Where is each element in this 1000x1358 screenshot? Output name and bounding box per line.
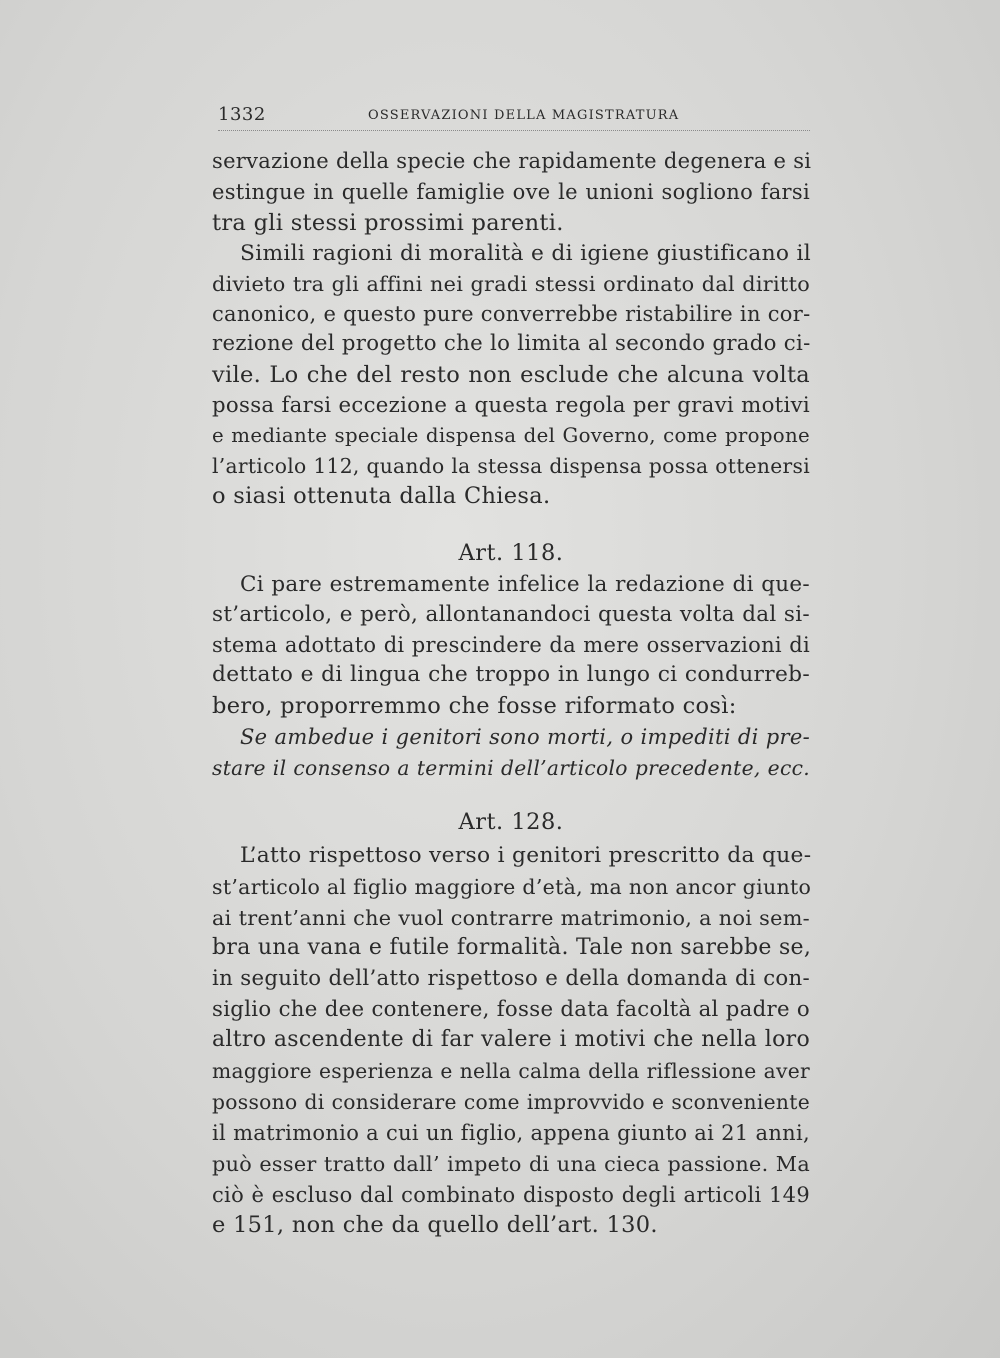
text-line: servazione della specie che rapidamente degenera e si [212, 149, 812, 173]
text-line: tra gli stessi prossimi parenti. [212, 210, 564, 236]
text-line: e mediante speciale dispensa del Governo, come propone [212, 424, 810, 447]
section-heading: Art. 118. [458, 540, 564, 566]
text-line: L’atto rispettoso verso i genitori prescritto da que- [240, 843, 812, 868]
text-line: bra una vana e futile formalità. Tale non sarebbe se, [212, 935, 812, 960]
text-line: siglio che dee contenere, fosse data facoltà al padre o [212, 997, 810, 1022]
text-line: st’articolo al figlio maggiore d’età, ma non ancor giunto [212, 875, 812, 899]
text-line: stema adottato di prescindere da mere osservazioni di [212, 633, 810, 657]
text-line: vile. Lo che del resto non esclude che alcuna volta [212, 362, 810, 388]
text-line: il matrimonio a cui un figlio, appena giunto ai 21 anni, [212, 1121, 810, 1145]
page-number: 1332 [218, 104, 266, 125]
text-line: altro ascendente di far valere i motivi che nella loro [212, 1027, 810, 1052]
text-line: ai trent’anni che vuol contrarre matrimonio, a noi sem- [212, 906, 810, 930]
running-head: OSSERVAZIONI DELLA MAGISTRATURA [368, 108, 680, 123]
section-heading: Art. 128. [458, 809, 564, 835]
text-line: dettato e di lingua che troppo in lungo ci condurreb- [212, 662, 810, 687]
italic-line: stare il consenso a termini dell’articolo precedente, ecc. [212, 756, 810, 780]
text-line: possa farsi eccezione a questa regola per gravi motivi [212, 393, 810, 418]
text-line: rezione del progetto che lo limita al secondo grado ci- [212, 331, 811, 356]
text-line: e 151, non che da quello dell’art. 130. [212, 1212, 658, 1238]
italic-line: Se ambedue i genitori sono morti, o impediti di pre- [240, 725, 810, 749]
text-line: possono di considerare come improvvido e sconveniente [212, 1090, 810, 1114]
text-line: canonico, e questo pure converrebbe ristabilire in cor- [212, 302, 811, 326]
text-line: l’articolo 112, quando la stessa dispensa possa ottenersi [212, 454, 810, 478]
text-line: st’articolo, e però, allontanandoci questa volta dal si- [212, 602, 810, 627]
text-line: bero, proporremmo che fosse riformato così: [212, 693, 737, 719]
text-line: in seguito dell’atto rispettoso e della domanda di con- [212, 966, 810, 991]
text-line: o siasi ottenuta dalla Chiesa. [212, 483, 551, 509]
text-line: ciò è escluso dal combinato disposto degli articoli 149 [212, 1183, 810, 1207]
text-line: Ci pare estremamente infelice la redazione di que- [240, 572, 810, 597]
text-line: estingue in quelle famiglie ove le unioni sogliono farsi [212, 180, 810, 204]
page-header [218, 104, 810, 131]
text-line: Simili ragioni di moralità e di igiene giustificano il [240, 241, 811, 266]
text-line: divieto tra gli affini nei gradi stessi ordinato dal diritto [212, 272, 810, 296]
text-line: maggiore esperienza e nella calma della riflessione aver [212, 1059, 810, 1083]
text-line: può esser tratto dall’ impeto di una cieca passione. Ma [212, 1152, 810, 1176]
